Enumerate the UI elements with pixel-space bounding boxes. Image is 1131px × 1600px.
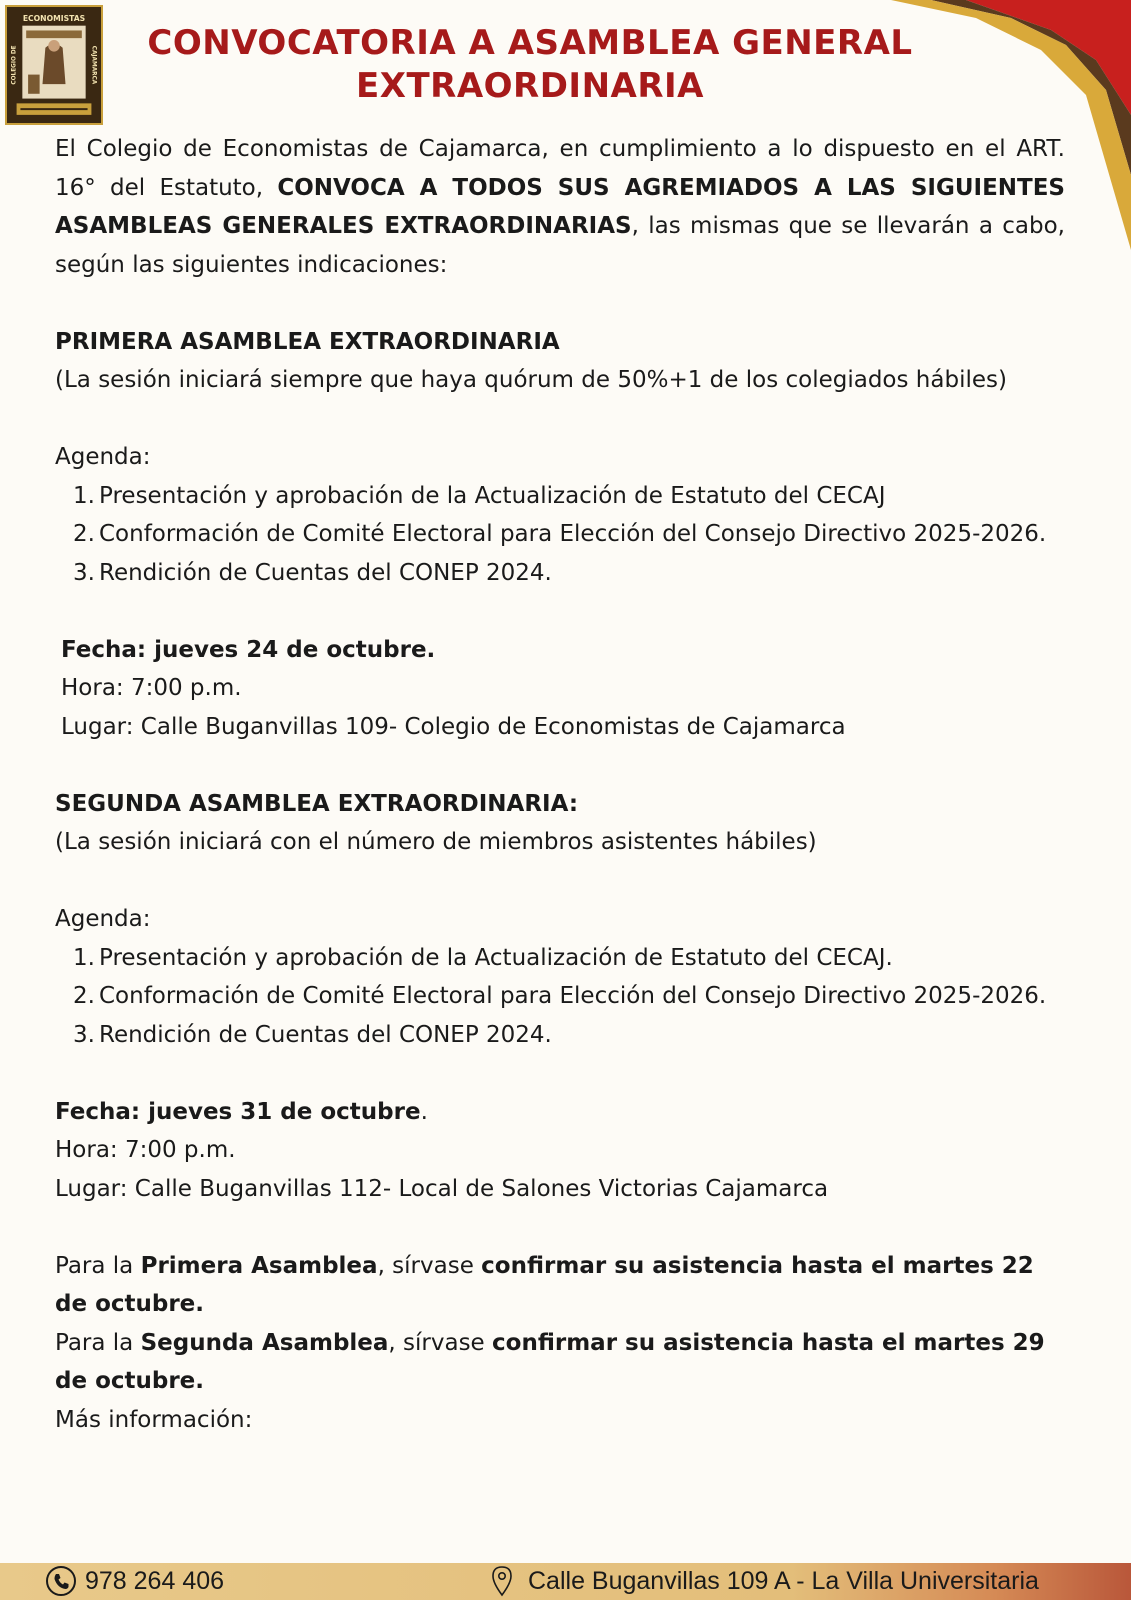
list-item — [55, 977, 1065, 1016]
item-number: 1. — [73, 482, 95, 509]
document-body — [55, 130, 1065, 1439]
title-line-2: EXTRAORDINARIA — [356, 66, 704, 106]
confirm-first-name: Primera Asamblea — [140, 1252, 378, 1279]
more-info-label: Más información: — [55, 1406, 253, 1433]
confirm-text: , sírvase — [388, 1329, 493, 1356]
item-text: Presentación y aprobación de la Actualización de Estatuto del CECAJ — [99, 482, 886, 509]
confirm-second-deadline: confirmar su asistencia hasta el martes 29 de octubre. — [55, 1329, 1045, 1394]
phone-number: 978 264 406 — [85, 1566, 225, 1595]
list-item — [55, 554, 1065, 593]
phone-icon — [45, 1565, 77, 1597]
confirm-second-name: Segunda Asamblea — [140, 1329, 389, 1356]
first-assembly-note: (La sesión iniciará siempre que haya quórum de 50%+1 de los colegiados hábiles) — [55, 367, 1007, 393]
first-place: Lugar: Calle Buganvillas 109- Colegio de Economistas de Cajamarca — [61, 713, 846, 740]
first-agenda-list — [55, 477, 1065, 593]
item-text: Presentación y aprobación de la Actualización de Estatuto del CECAJ. — [99, 944, 893, 971]
confirm-text: , sírvase — [377, 1252, 482, 1279]
confirm-first-deadline: confirmar su asistencia hasta el martes 22 de octubre. — [55, 1252, 1034, 1317]
intro-text-2: , las mismas que se llevarán a cabo, según las siguientes indicaciones: — [55, 213, 1065, 278]
address-text: Calle Buganvillas 109 A - La Villa Universitaria — [528, 1566, 1039, 1595]
second-agenda-list — [55, 939, 1065, 1055]
intro-text-1: El Colegio de Economistas de Cajamarca, en cumplimiento a lo dispuesto en el ART. 16° del Estatuto, — [55, 136, 1065, 201]
item-number: 3. — [73, 1021, 95, 1048]
confirm-text: Para la — [55, 1329, 141, 1356]
item-number: 2. — [73, 983, 95, 1009]
item-text: Conformación de Comité Electoral para Elección del Consejo Directivo 2025-2026. — [99, 521, 1047, 547]
intro-bold: CONVOCA A TODOS SUS AGREMIADOS A LAS SIGUIENTES ASAMBLEAS GENERALES EXTRAORDINARIAS — [55, 174, 1065, 239]
confirm-first — [55, 1247, 1065, 1324]
list-item — [55, 515, 1065, 554]
title-line-1: CONVOCATORIA A ASAMBLEA GENERAL — [147, 23, 913, 63]
second-assembly-note: (La sesión iniciará con el número de miembros asistentes hábiles) — [55, 829, 817, 855]
second-assembly-heading: SEGUNDA ASAMBLEA EXTRAORDINARIA: — [55, 790, 579, 817]
first-assembly-heading: PRIMERA ASAMBLEA EXTRAORDINARIA — [55, 328, 560, 355]
confirm-text: Para la — [55, 1252, 141, 1279]
second-place: Lugar: Calle Buganvillas 112- Local de Salones Victorias Cajamarca — [55, 1175, 829, 1202]
second-agenda-label: Agenda: — [55, 906, 151, 932]
list-item — [55, 1016, 1065, 1055]
logo-top-text: ECONOMISTAS — [22, 13, 86, 23]
second-time: Hora: 7:00 p.m. — [55, 1137, 236, 1163]
item-number: 3. — [73, 559, 95, 586]
phone-contact[interactable] — [45, 1565, 224, 1597]
item-number: 2. — [73, 521, 95, 547]
address-contact[interactable] — [490, 1565, 1039, 1597]
list-item — [55, 939, 1065, 978]
item-number: 1. — [73, 944, 95, 971]
second-date — [55, 1093, 1065, 1132]
first-time: Hora: 7:00 p.m. — [61, 675, 242, 701]
second-date-bold: Fecha: jueves 31 de octubre — [55, 1098, 421, 1125]
page-title — [120, 22, 940, 108]
item-text: Rendición de Cuentas del CONEP 2024. — [99, 1021, 552, 1048]
intro-paragraph — [55, 130, 1065, 284]
location-pin-icon — [490, 1565, 514, 1597]
first-agenda-label: Agenda: — [55, 444, 151, 470]
contact-footer — [0, 1563, 1131, 1600]
item-text: Rendición de Cuentas del CONEP 2024. — [99, 559, 552, 586]
first-date: Fecha: jueves 24 de octubre. — [61, 636, 436, 663]
item-text: Conformación de Comité Electoral para Elección del Consejo Directivo 2025-2026. — [99, 983, 1047, 1009]
confirm-second — [55, 1324, 1065, 1401]
second-date-end: . — [420, 1098, 428, 1125]
college-logo — [5, 5, 103, 125]
list-item — [55, 477, 1065, 516]
logo-right-text: CAJAMARCA — [90, 45, 97, 85]
logo-left-text: COLEGIO DE — [11, 45, 18, 85]
